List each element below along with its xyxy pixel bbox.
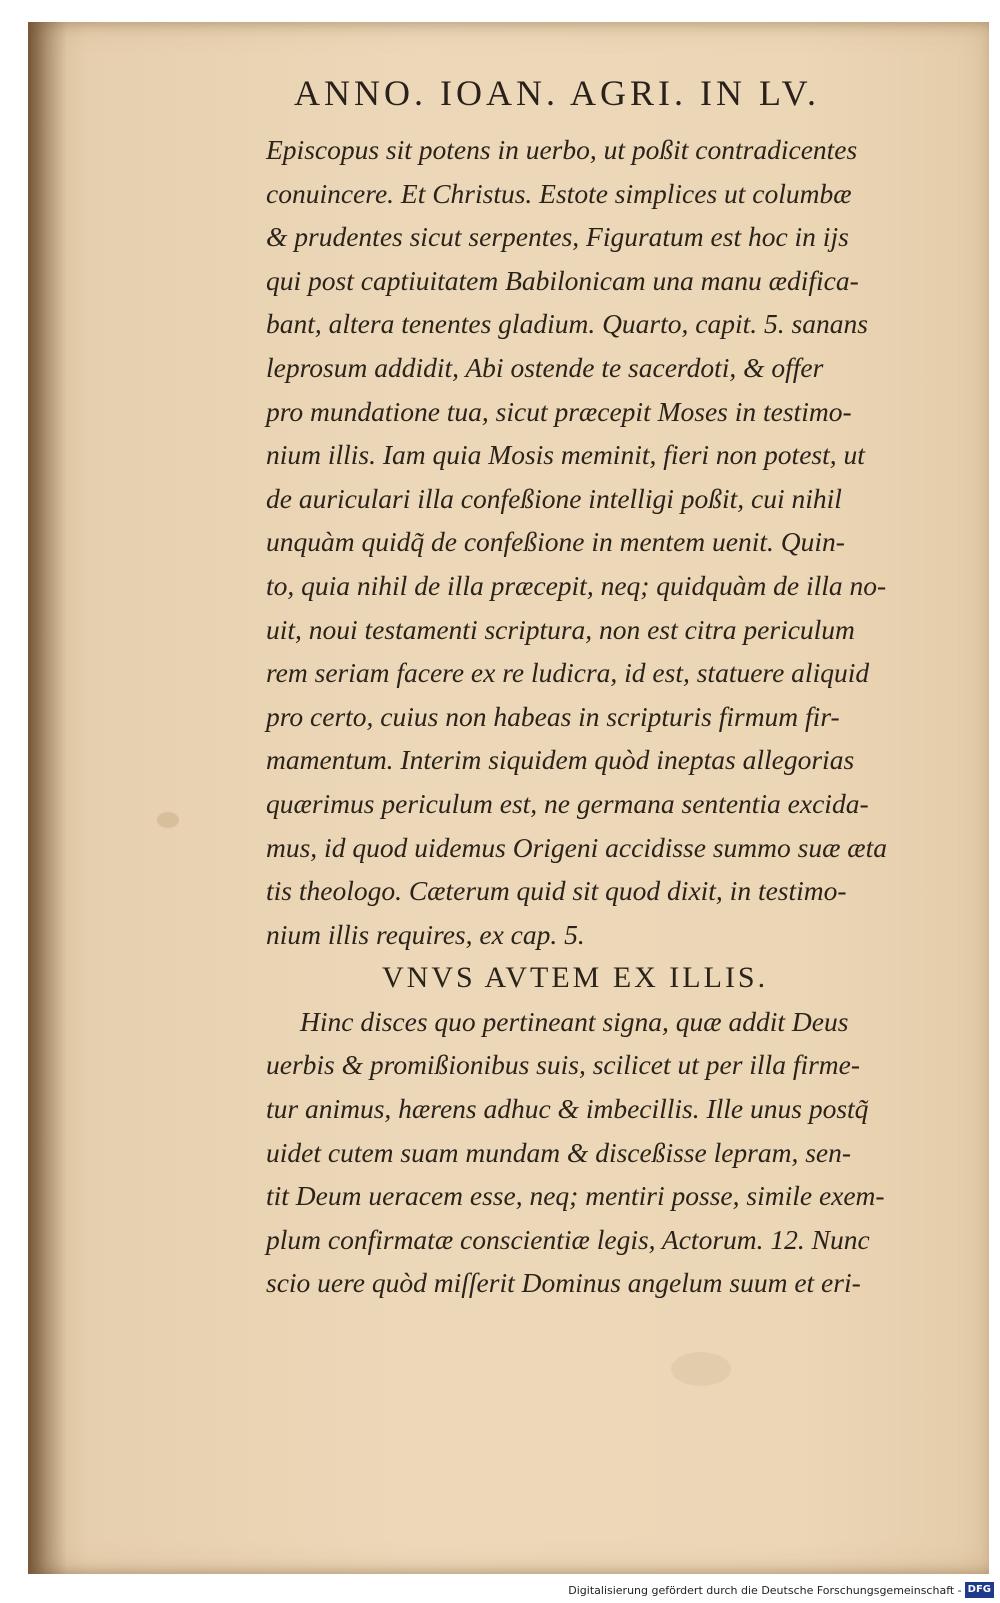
text-line: unquàm quidq̃ de confeßione in mentem uenit. Quin-	[266, 526, 845, 558]
text-line: plum confirmatæ conscientiæ legis, Actorum. 12. Nunc	[266, 1223, 870, 1255]
body-text	[266, 128, 936, 1305]
text-line: uerbis & promißionibus suis, scilicet ut per illa firme-	[266, 1049, 861, 1081]
text-line: Episcopus sit potens in uerbo, ut poßit contradicentes	[266, 134, 858, 165]
text-line: de auriculari illa confeßione intelligi poßit, cui nihil	[266, 482, 842, 514]
funding-footer	[568, 1581, 994, 1599]
text-line: mamentum. Interim siquidem quòd ineptas allegorias	[266, 744, 855, 776]
text-line: uit, noui testamenti scriptura, non est citra periculum	[266, 613, 855, 645]
text-line: rem seriam facere ex re ludicra, id est, statuere aliquid	[266, 657, 870, 689]
paper-stain	[671, 1352, 731, 1386]
text-line: & prudentes sicut serpentes, Figuratum est hoc in ijs	[266, 221, 849, 253]
text-line: tit Deum ueracem esse, neq; mentiri posse, simile exem-	[266, 1180, 885, 1212]
page-spine-shadow	[31, 22, 67, 1574]
text-line: nium illis requires, ex cap. 5.	[266, 918, 585, 950]
text-line: scio uere quòd miſſerit Dominus angelum suum et eri-	[266, 1267, 861, 1299]
dfg-logo: DFG	[965, 1582, 994, 1598]
text-line: conuincere. Et Christus. Estote simplices ut columbæ	[266, 177, 852, 209]
paper-stain	[157, 812, 179, 828]
running-head: ANNO. IOAN. AGRI. IN LV.	[294, 73, 821, 113]
text-line: Hinc disces quo pertineant signa, quæ addit Deus	[300, 1005, 849, 1037]
section-heading: VNVS AVTEM EX ILLIS.	[382, 961, 769, 995]
text-line: tur animus, hærens adhuc & imbecillis. Ille unus postq̃	[266, 1093, 869, 1125]
text-line: qui post captiuitatem Babilonicam una manu ædifica-	[266, 264, 859, 296]
text-line: leprosum addidit, Abi ostende te sacerdoti, & offer	[266, 351, 824, 383]
text-line: tis theologo. Cæterum quid sit quod dixit, in testimo-	[266, 875, 847, 907]
text-line: quærimus periculum est, ne germana sententia excida-	[266, 787, 869, 819]
text-line: uidet cutem suam mundam & disceßisse lepram, sen-	[266, 1136, 852, 1168]
text-line: mus, id quod uidemus Origeni accidisse summo suæ æta	[266, 831, 888, 863]
text-line: to, quia nihil de illa præcepit, neq; quidquàm de illa no-	[266, 569, 887, 601]
text-line: nium illis. Iam quia Mosis meminit, fieri non potest, ut	[266, 439, 865, 471]
text-line: pro certo, cuius non habeas in scripturis firmum fir-	[266, 700, 840, 732]
text-line: bant, altera tenentes gladium. Quarto, capit. 5. sanans	[266, 308, 868, 340]
footer-text: Digitalisierung gefördert durch die Deutsche Forschungsgemeinschaft -	[568, 1583, 962, 1597]
text-line: pro mundatione tua, sicut præcepit Moses in testimo-	[266, 395, 852, 427]
